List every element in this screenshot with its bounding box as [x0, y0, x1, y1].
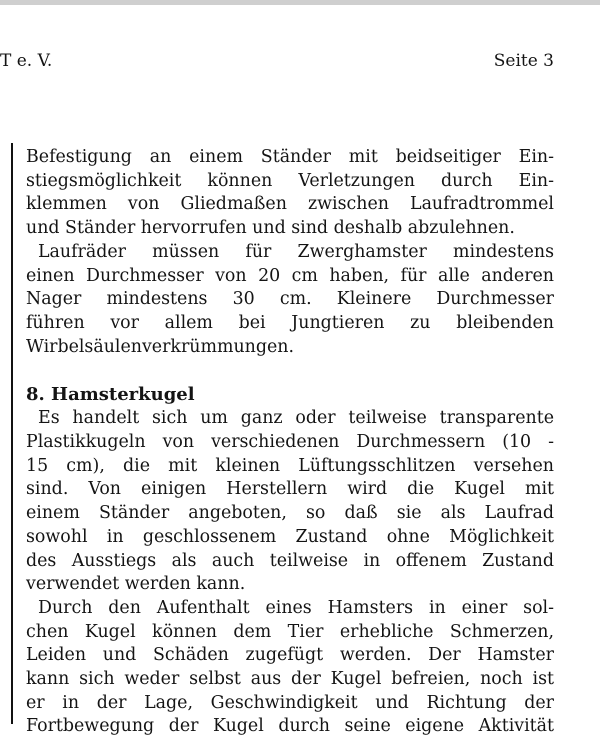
text-line: chen Kugel können dem Tier erhebliche Schmerzen, [26, 621, 554, 642]
paragraph-harm [26, 597, 554, 739]
text-line: Laufräder müssen für Zwerghamster mindestens [38, 241, 554, 262]
text-line: Plastikkugeln von verschiedenen Durchmessern (10 - [26, 432, 554, 453]
change-bar [11, 143, 13, 724]
paragraph-continuation [26, 146, 554, 241]
text-line: sind. Von einigen Herstellern wird die Kugel mit [26, 479, 554, 500]
text-line: er in der Lage, Geschwindigkeit und Richtung der [26, 692, 554, 713]
text-line: Wirbelsäulenverkrümmungen. [26, 336, 294, 357]
text-line: Befestigung an einem Ständer mit beidseitiger Ein- [26, 147, 554, 167]
text-line: und Ständer hervorrufen und sind deshalb abzulehnen. [26, 218, 515, 239]
text-line: stiegsmöglichkeit können Verletzungen durch Ein- [26, 170, 554, 191]
text-line: Es handelt sich um ganz oder teilweise transparente [38, 408, 554, 429]
text-line: führen vor allem bei Jungtieren zu bleibenden [26, 312, 554, 333]
text-line: 15 cm), die mit kleinen Lüftungsschlitzen versehen [26, 455, 554, 476]
top-edge-bar [0, 0, 600, 5]
paragraph-wheel-size [26, 241, 554, 360]
text-line: Leiden und Schäden zugefügt werden. Der Hamster [26, 645, 554, 666]
text-line: des Ausstiegs als auch teilweise in offenem Zustand [26, 550, 554, 571]
text-line: Nager mindestens 30 cm. Kleinere Durchmesser [26, 289, 554, 310]
text-line: Durch den Aufenthalt eines Hamsters in einer sol- [38, 597, 554, 618]
section-heading: 8. Hamsterkugel [26, 384, 195, 406]
text-line: kann sich weder selbst aus der Kugel befreien, noch ist [26, 669, 554, 690]
body-text [26, 146, 554, 739]
text-line: Fortbewegung der Kugel durch seine eigene Aktivität [26, 716, 554, 737]
header-left-text: T e. V. [0, 51, 53, 71]
page-number: Seite 3 [493, 51, 554, 71]
text-line: einem Ständer angeboten, so daß sie als Laufrad [26, 503, 554, 524]
paragraph-description [26, 407, 554, 597]
text-line: sowohl in geschlossenem Zustand ohne Möglichkeit [26, 526, 554, 547]
text-line: klemmen von Gliedmaßen zwischen Laufradtrommel [26, 194, 554, 215]
text-line: einen Durchmesser von 20 cm haben, für alle anderen [26, 265, 554, 286]
text-line: verwendet werden kann. [26, 574, 246, 595]
